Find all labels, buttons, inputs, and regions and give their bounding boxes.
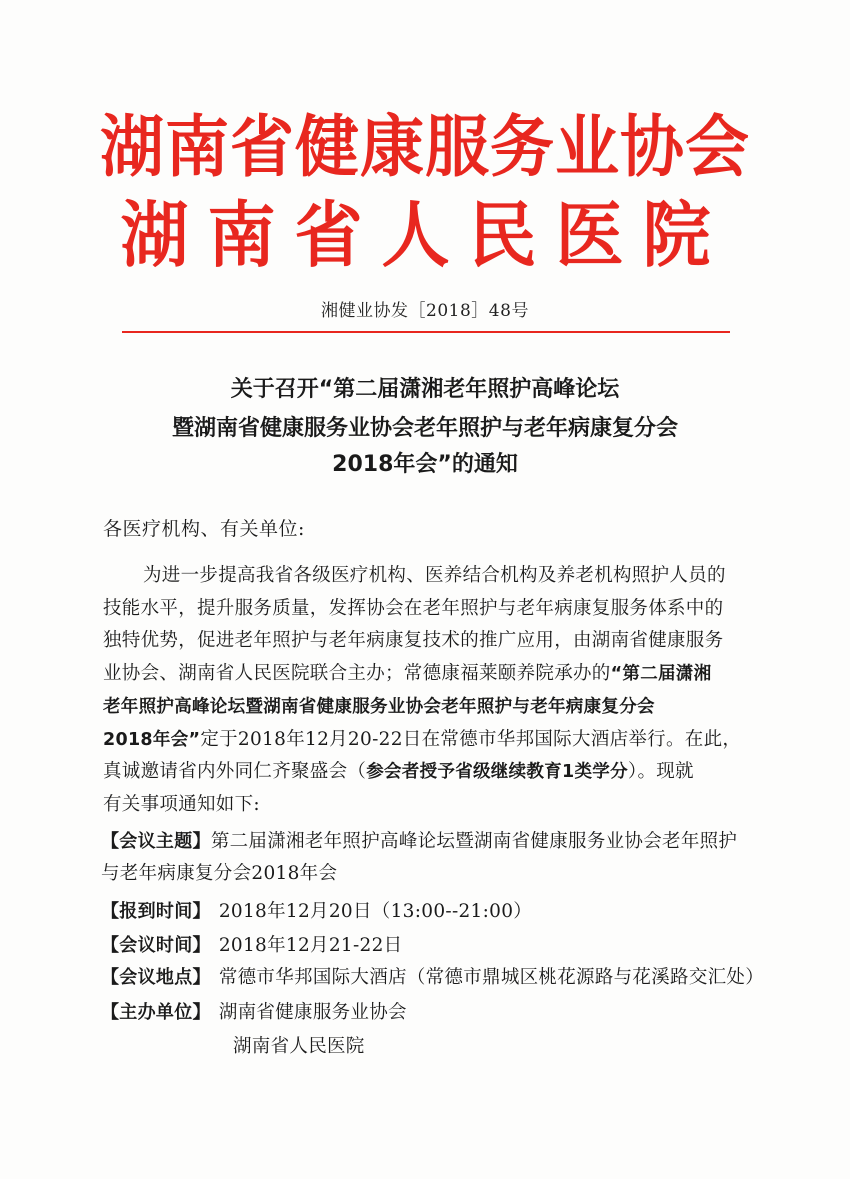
meeting-time-label: 【会议时间】: [101, 935, 211, 956]
body-line-6: 2018年会”定于2018年12月20-22日在常德市华邦国际大酒店举行。在此，: [103, 728, 742, 750]
notice-title-line-1: 关于召开“第二届潇湘老年照护高峰论坛: [230, 377, 620, 402]
body-line-8: 有关事项通知如下:: [103, 793, 260, 815]
body-line-2: 技能水平，提升服务质量，发挥协会在老年照护与老年病康复服务体系中的: [103, 597, 724, 619]
meeting-venue-label: 【会议地点】: [101, 967, 211, 988]
issuer-name-2: 湖南省人民医院: [120, 195, 730, 278]
issuer-name-1: 湖南省健康服务业协会: [100, 109, 750, 187]
meeting-topic: [101, 826, 751, 890]
host-organizations-label: 【主办单位】: [101, 1002, 211, 1023]
host-organization-1: 湖南省健康服务业协会: [218, 1002, 407, 1023]
body-line-1: 为进一步提高我省各级医疗机构、医养结合机构及养老机构照护人员的: [143, 565, 726, 586]
host-organizations: [101, 997, 407, 1029]
registration-time-label: 【报到时间】: [101, 901, 211, 922]
body-line-4: 业协会、湖南省人民医院联合主办；常德康福莱颐养院承办的“第二届潇湘: [103, 663, 712, 685]
meeting-time-value: 2018年12月21-22日: [218, 935, 403, 956]
registration-time-value: 2018年12月20日（13:00--21:00）: [218, 901, 533, 922]
salutation: 各医疗机构、有关单位:: [103, 518, 305, 540]
body-paragraph: [103, 560, 751, 822]
meeting-venue-value: 常德市华邦国际大酒店（常德市鼎城区桃花源路与花溪路交汇处）: [218, 967, 765, 988]
meeting-topic-label: 【会议主题】: [101, 831, 211, 852]
notice-title-line-3: 2018年会”的通知: [332, 452, 518, 477]
meeting-venue: [101, 962, 764, 994]
red-divider-line: [122, 331, 730, 333]
body-line-7: 真诚邀请省内外同仁齐聚盛会（参会者授予省级继续教育1类学分）。现就: [103, 761, 694, 783]
meeting-topic-value: 第二届潇湘老年照护高峰论坛暨湖南省健康服务业协会老年照护与老年病康复分会2018年会: [101, 831, 738, 884]
body-line-3: 独特优势，促进老年照护与老年病康复技术的推广应用，由湖南省健康服务: [103, 630, 724, 652]
body-line-5: 老年照护高峰论坛暨湖南省健康服务业协会老年照护与老年病康复分会: [103, 696, 655, 717]
registration-time: [101, 896, 532, 928]
document-number: 湘健业协发［2018］48号: [321, 301, 529, 321]
host-organization-2: 湖南省人民医院: [233, 1036, 365, 1057]
meeting-time: [101, 930, 402, 962]
notice-title-line-2: 暨湖南省健康服务业协会老年照护与老年病康复分会: [171, 416, 678, 441]
